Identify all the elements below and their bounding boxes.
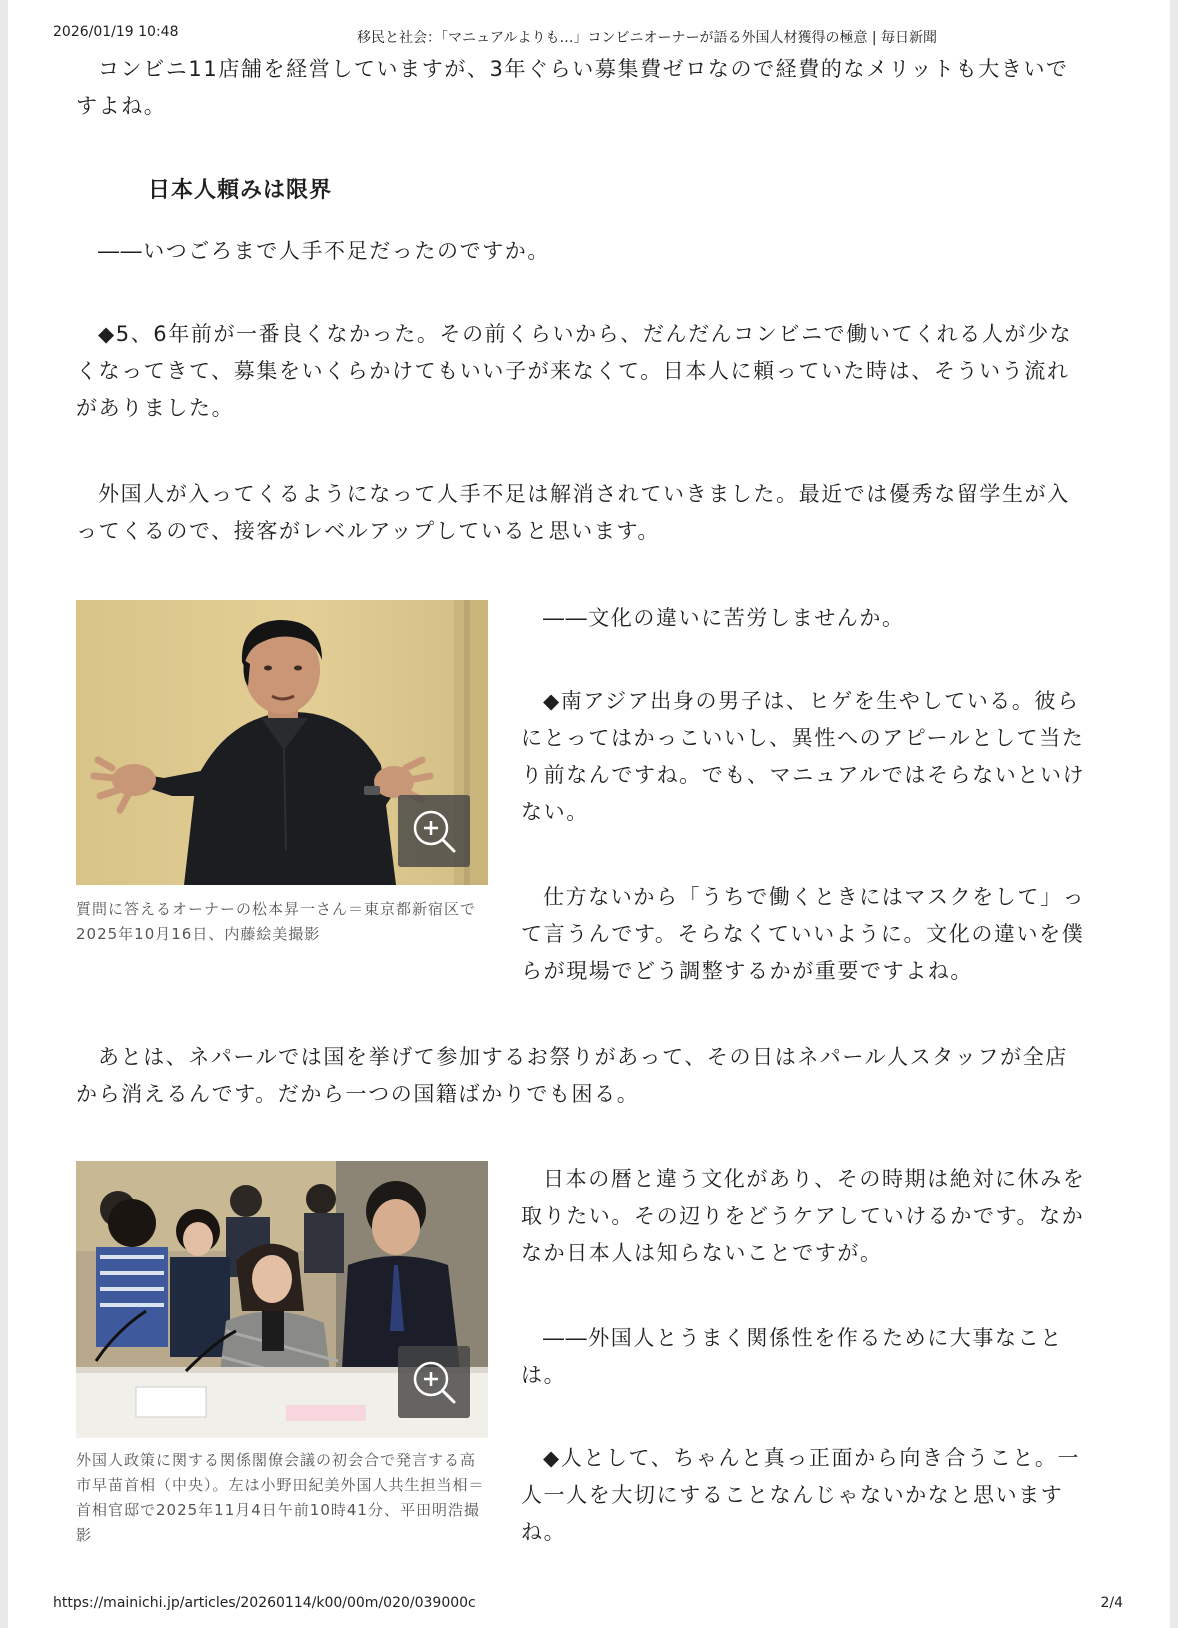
- intro-paragraph: コンビニ11店舗を経営していますが、3年ぐらい募集費ゼロなので経費的なメリットも大きいですよね。: [76, 57, 1069, 118]
- meeting-photo-caption: 外国人政策に関する関係閣僚会議の初会合で発言する高市早苗首相（中央）。左は小野田紀美外国人共生担当相＝首相官邸で2025年11月4日午前10時41分、平田明浩撮影: [76, 1451, 485, 1544]
- article-url: https://mainichi.jp/articles/20260114/k00/00m/020/039000c: [53, 1595, 476, 1611]
- question-1: ――いつごろまで人手不足だったのですか。: [98, 239, 550, 263]
- section-subheading: 日本人頼みは限界: [148, 178, 333, 203]
- zoom-in-icon: [398, 795, 470, 867]
- owner-interview-photo[interactable]: [76, 600, 488, 885]
- question-3: ――外国人とうまく関係性を作るために大事なことは。: [521, 1326, 1063, 1387]
- zoom-in-button-2[interactable]: [398, 1346, 470, 1418]
- zoom-in-icon: [398, 1346, 470, 1418]
- answer-2: ◆南アジア出身の男子は、ヒゲを生やしている。彼らにとってはかっこいいし、異性へのアピールとして当たり前なんですね。でも、マニュアルではそらないといけない。: [521, 689, 1086, 824]
- answer-3: ◆人として、ちゃんと真っ正面から向き合うこと。一人一人を大切にすることなんじゃないかなと思いますね。: [521, 1446, 1081, 1544]
- answer-2-continued: 仕方ないから「うちで働くときにはマスクをして」って言うんです。そらなくていいように。文化の違いを僕らが現場でどう調整するかが重要ですよね。: [521, 885, 1086, 983]
- answer-2-calendar: 日本の暦と違う文化があり、その時期は絶対に休みを取りたい。その辺りをどうケアしていけるかです。なかなか日本人は知らないことですが。: [521, 1167, 1086, 1265]
- question-2: ――文化の違いに苦労しませんか。: [543, 606, 905, 630]
- cabinet-meeting-photo[interactable]: [76, 1161, 488, 1438]
- page-number: 2/4: [1100, 1595, 1123, 1611]
- print-datetime: 2026/01/19 10:48: [53, 24, 179, 40]
- answer-1: ◆5、6年前が一番良くなかった。その前くらいから、だんだんコンビニで働いてくれる人が少なくなってきて、募集をいくらかけてもいい子が来なくて。日本人に頼っていた時は、そういう流れがありました。: [76, 322, 1073, 420]
- owner-photo-caption: 質問に答えるオーナーの松本昇一さん＝東京都新宿区で2025年10月16日、内藤絵美撮影: [76, 900, 477, 943]
- answer-1-continued: 外国人が入ってくるようになって人手不足は解消されていきました。最近では優秀な留学生が入ってくるので、接客がレベルアップしていると思います。: [76, 482, 1070, 543]
- zoom-in-button[interactable]: [398, 795, 470, 867]
- print-page-title: 移民と社会：「マニュアルよりも…」コンビニオーナーが語る外国人材獲得の極意 | 毎日新聞: [357, 30, 938, 46]
- answer-2-festival: あとは、ネパールでは国を挙げて参加するお祭りがあって、その日はネパール人スタッフが全店から消えるんです。だから一つの国籍ばかりでも困る。: [76, 1045, 1068, 1106]
